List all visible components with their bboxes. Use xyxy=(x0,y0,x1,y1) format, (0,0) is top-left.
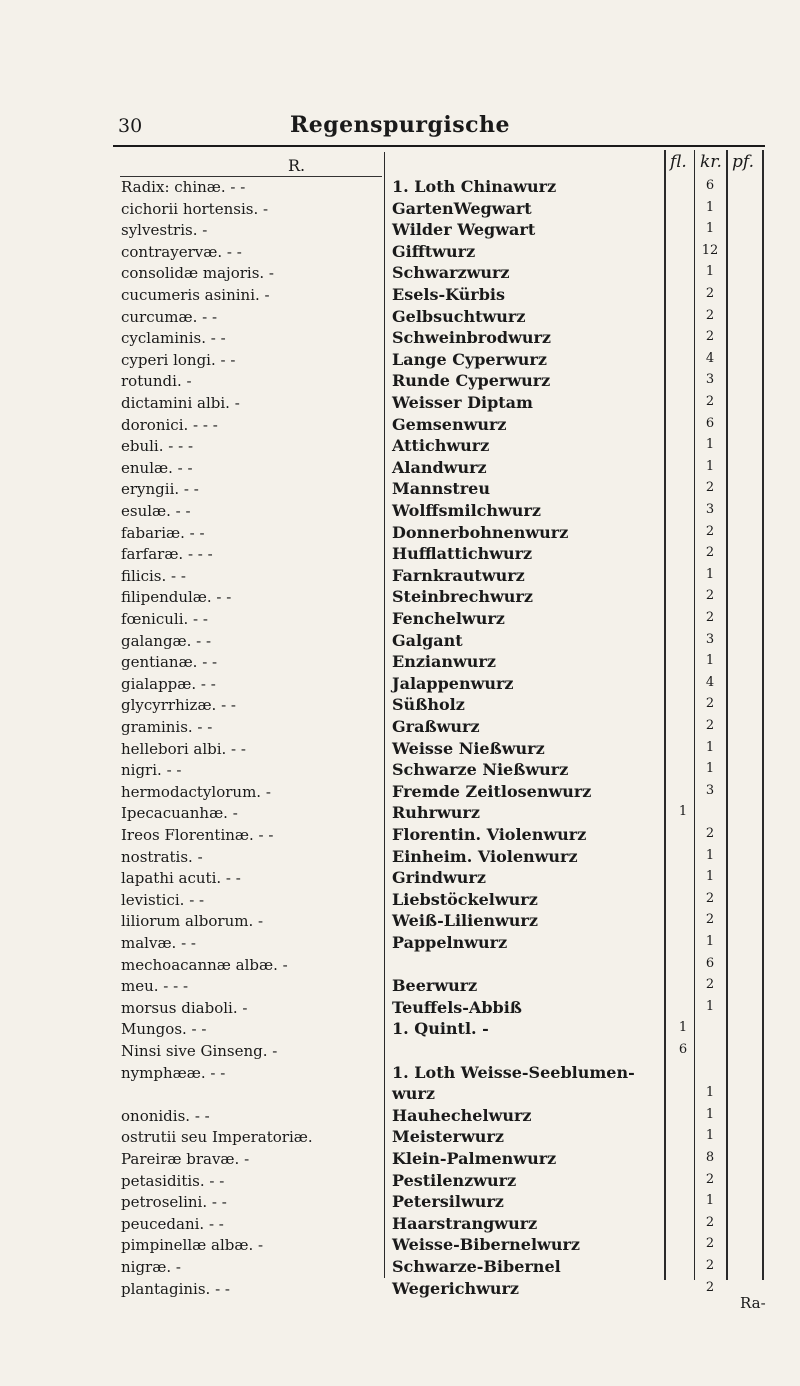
german-name: 1. Loth Chinawurz xyxy=(392,177,557,196)
german-name: Meisterwurz xyxy=(392,1127,504,1146)
section-letter: R. xyxy=(288,156,306,175)
table-row xyxy=(0,956,800,977)
german-name: Pappelnwurz xyxy=(392,933,508,952)
column-header-fl: fl. xyxy=(670,152,687,172)
latin-name: meu. - - - xyxy=(121,977,189,995)
latin-name: nostratis. - xyxy=(121,848,203,866)
price-kr: 1 xyxy=(705,437,715,452)
table-row xyxy=(0,178,800,199)
latin-name: mechoacannæ albæ. - xyxy=(121,956,288,974)
page-number: 30 xyxy=(118,115,143,137)
price-kr: 1 xyxy=(705,848,715,863)
german-name: Gemsenwurz xyxy=(392,415,507,434)
german-name: Ruhrwurz xyxy=(392,803,480,822)
german-name: Enzianwurz xyxy=(392,652,496,671)
table-row xyxy=(0,351,800,372)
german-name: Schweinbrodwurz xyxy=(392,328,551,347)
latin-name: cichorii hortensis. - xyxy=(121,200,269,218)
price-kr: 1 xyxy=(705,999,715,1014)
table-row xyxy=(0,1150,800,1171)
table-row xyxy=(0,329,800,350)
latin-name: ostrutii seu Imperatoriæ. xyxy=(121,1128,313,1146)
price-kr: 2 xyxy=(705,912,715,927)
price-kr: 2 xyxy=(705,1258,715,1273)
latin-name: fœniculi. - - xyxy=(121,610,208,628)
table-row xyxy=(0,891,800,912)
price-kr: 2 xyxy=(705,610,715,625)
table-row xyxy=(0,848,800,869)
german-name: Grindwurz xyxy=(392,868,486,887)
table-row xyxy=(0,783,800,804)
latin-name: malvæ. - - xyxy=(121,934,196,952)
price-kr: 1 xyxy=(705,459,715,474)
table-row xyxy=(0,437,800,458)
column-header-kr: kr. xyxy=(700,152,722,172)
latin-name: consolidæ majoris. - xyxy=(121,264,275,282)
table-row xyxy=(0,1064,800,1085)
german-name: Weisse Nießwurz xyxy=(392,739,545,758)
table-row xyxy=(0,1258,800,1279)
price-kr: 8 xyxy=(705,1150,715,1165)
german-name: Schwarzwurz xyxy=(392,263,510,282)
table-row xyxy=(0,416,800,437)
table-row xyxy=(0,826,800,847)
price-kr: 1 xyxy=(705,264,715,279)
table-row xyxy=(0,308,800,329)
latin-name: ononidis. - - xyxy=(121,1107,210,1125)
price-kr: 4 xyxy=(705,351,715,366)
price-fl: 6 xyxy=(678,1042,688,1057)
table-row xyxy=(0,459,800,480)
table-row xyxy=(0,372,800,393)
latin-name: sylvestris. - xyxy=(121,221,208,239)
german-name: 1. Loth Weisse-Seeblumen- xyxy=(392,1063,635,1082)
latin-name: cucumeris asinini. - xyxy=(121,286,270,304)
latin-name: glycyrrhizæ. - - xyxy=(121,696,236,714)
german-name: GartenWegwart xyxy=(392,199,532,218)
price-kr: 1 xyxy=(705,761,715,776)
price-kr: 2 xyxy=(705,718,715,733)
german-name: Weiß-Lilienwurz xyxy=(392,911,538,930)
price-kr: 6 xyxy=(705,416,715,431)
latin-name: cyperi longi. - - xyxy=(121,351,236,369)
german-name: 1. Quintl. - xyxy=(392,1019,489,1038)
table-row xyxy=(0,394,800,415)
german-name: Weisser Diptam xyxy=(392,393,533,412)
price-kr: 12 xyxy=(701,243,719,258)
price-kr: 1 xyxy=(705,1128,715,1143)
german-name: Schwarze Nießwurz xyxy=(392,760,569,779)
table-row xyxy=(0,653,800,674)
latin-name: pimpinellæ albæ. - xyxy=(121,1236,264,1254)
price-kr: 1 xyxy=(705,934,715,949)
price-kr: 6 xyxy=(705,956,715,971)
table-row xyxy=(0,934,800,955)
latin-name: filipendulæ. - - xyxy=(121,588,232,606)
price-kr: 1 xyxy=(705,1193,715,1208)
price-kr: 3 xyxy=(705,783,715,798)
german-name: Mannstreu xyxy=(392,479,490,498)
german-name: Klein-Palmenwurz xyxy=(392,1149,557,1168)
table-row xyxy=(0,545,800,566)
table-row xyxy=(0,632,800,653)
german-name: Teuffels-Abbiß xyxy=(392,998,522,1017)
latin-name: rotundi. - xyxy=(121,372,192,390)
latin-name: nigri. - - xyxy=(121,761,182,779)
german-name: Graßwurz xyxy=(392,717,480,736)
price-kr: 2 xyxy=(705,1215,715,1230)
latin-name: gentianæ. - - xyxy=(121,653,218,671)
price-kr: 1 xyxy=(705,567,715,582)
german-name: Einheim. Violenwurz xyxy=(392,847,578,866)
price-kr: 2 xyxy=(705,891,715,906)
latin-name: lapathi acuti. - - xyxy=(121,869,241,887)
table-row xyxy=(0,696,800,717)
latin-name: nymphææ. - - xyxy=(121,1064,226,1082)
german-name: Lange Cyperwurz xyxy=(392,350,547,369)
german-name: Gelbsuchtwurz xyxy=(392,307,526,326)
column-header-pf: pf. xyxy=(732,152,754,172)
table-row xyxy=(0,761,800,782)
latin-name: Radix: chinæ. - - xyxy=(121,178,246,196)
latin-name: peucedani. - - xyxy=(121,1215,224,1233)
table-row xyxy=(0,221,800,242)
latin-name: Ninsi sive Ginseng. - xyxy=(121,1042,278,1060)
latin-name: graminis. - - xyxy=(121,718,213,736)
latin-name: Mungos. - - xyxy=(121,1020,207,1038)
price-kr: 1 xyxy=(705,869,715,884)
latin-name: nigræ. - xyxy=(121,1258,181,1276)
latin-name: gialappæ. - - xyxy=(121,675,216,693)
table-row xyxy=(0,524,800,545)
table-row xyxy=(0,243,800,264)
running-head: Regenspurgische xyxy=(289,112,511,138)
latin-name: farfaræ. - - - xyxy=(121,545,213,563)
german-name: Fenchelwurz xyxy=(392,609,505,628)
table-row xyxy=(0,999,800,1020)
table-row xyxy=(0,200,800,221)
latin-name: petroselini. - - xyxy=(121,1193,227,1211)
latin-name: hellebori albi. - - xyxy=(121,740,246,758)
price-kr: 2 xyxy=(705,480,715,495)
german-name: wurz xyxy=(392,1084,435,1103)
price-kr: 2 xyxy=(705,696,715,711)
price-kr: 1 xyxy=(705,1107,715,1122)
price-kr: 1 xyxy=(705,740,715,755)
table-row xyxy=(0,1020,800,1041)
table-row xyxy=(0,740,800,761)
latin-name: plantaginis. - - xyxy=(121,1280,230,1298)
german-name: Jalappenwurz xyxy=(392,674,514,693)
latin-name: fabariæ. - - xyxy=(121,524,205,542)
german-name: Beerwurz xyxy=(392,976,478,995)
price-kr: 2 xyxy=(705,394,715,409)
price-kr: 3 xyxy=(705,372,715,387)
table-row xyxy=(0,588,800,609)
price-kr: 4 xyxy=(705,675,715,690)
table-row xyxy=(0,1193,800,1214)
german-name: Runde Cyperwurz xyxy=(392,371,551,390)
price-kr: 2 xyxy=(705,1280,715,1295)
table-row xyxy=(0,1042,800,1063)
german-name: Petersilwurz xyxy=(392,1192,504,1211)
german-name: Süßholz xyxy=(392,695,465,714)
german-name: Haarstrangwurz xyxy=(392,1214,538,1233)
german-name: Wegerichwurz xyxy=(392,1279,520,1298)
german-name: Wilder Wegwart xyxy=(392,220,536,239)
latin-name: Pareiræ bravæ. - xyxy=(121,1150,250,1168)
table-row xyxy=(0,804,800,825)
german-name: Attichwurz xyxy=(392,436,490,455)
german-name: Esels-Kürbis xyxy=(392,285,505,304)
table-row xyxy=(0,1085,800,1106)
price-kr: 2 xyxy=(705,1172,715,1187)
latin-name: galangæ. - - xyxy=(121,632,212,650)
price-kr: 1 xyxy=(705,200,715,215)
latin-name: levistici. - - xyxy=(121,891,205,909)
table-row xyxy=(0,1107,800,1128)
latin-name: esulæ. - - xyxy=(121,502,191,520)
table-row xyxy=(0,567,800,588)
latin-name: curcumæ. - - xyxy=(121,308,218,326)
german-name: Fremde Zeitlosenwurz xyxy=(392,782,592,801)
latin-name: eryngii. - - xyxy=(121,480,199,498)
price-kr: 2 xyxy=(705,826,715,841)
price-kr: 2 xyxy=(705,286,715,301)
latin-name: liliorum alborum. - xyxy=(121,912,264,930)
latin-name: doronici. - - - xyxy=(121,416,218,434)
latin-name: enulæ. - - xyxy=(121,459,193,477)
latin-name: filicis. - - xyxy=(121,567,186,585)
latin-name: dictamini albi. - xyxy=(121,394,240,412)
table-row xyxy=(0,1280,800,1301)
german-name: Steinbrechwurz xyxy=(392,587,533,606)
table-row xyxy=(0,912,800,933)
german-name: Gifftwurz xyxy=(392,242,476,261)
german-name: Farnkrautwurz xyxy=(392,566,525,585)
price-kr: 2 xyxy=(705,329,715,344)
german-name: Hufflattichwurz xyxy=(392,544,533,563)
latin-name: contrayervæ. - - xyxy=(121,243,242,261)
price-kr: 1 xyxy=(705,1085,715,1100)
price-kr: 6 xyxy=(705,178,715,193)
price-kr: 2 xyxy=(705,524,715,539)
german-name: Florentin. Violenwurz xyxy=(392,825,587,844)
latin-name: hermodactylorum. - xyxy=(121,783,271,801)
table-row xyxy=(0,1172,800,1193)
table-row xyxy=(0,1215,800,1236)
table-row xyxy=(0,869,800,890)
table-row xyxy=(0,264,800,285)
german-name: Liebstöckelwurz xyxy=(392,890,538,909)
latin-name: Ireos Florentinæ. - - xyxy=(121,826,274,844)
table-row xyxy=(0,1128,800,1149)
price-kr: 3 xyxy=(705,502,715,517)
table-row xyxy=(0,675,800,696)
latin-name: ebuli. - - - xyxy=(121,437,194,455)
latin-name: Ipecacuanhæ. - xyxy=(121,804,238,822)
latin-name: morsus diaboli. - xyxy=(121,999,248,1017)
table-row xyxy=(0,718,800,739)
price-kr: 3 xyxy=(705,632,715,647)
german-name: Wolffsmilchwurz xyxy=(392,501,541,520)
price-fl: 1 xyxy=(678,1020,688,1035)
latin-name: cyclaminis. - - xyxy=(121,329,226,347)
latin-name: petasiditis. - - xyxy=(121,1172,225,1190)
german-name: Hauhechelwurz xyxy=(392,1106,532,1125)
german-name: Galgant xyxy=(392,631,463,650)
table-row xyxy=(0,1236,800,1257)
price-kr: 2 xyxy=(705,545,715,560)
header-rule xyxy=(113,145,765,147)
price-kr: 1 xyxy=(705,221,715,236)
table-row xyxy=(0,610,800,631)
price-kr: 2 xyxy=(705,977,715,992)
price-fl: 1 xyxy=(678,804,688,819)
price-kr: 2 xyxy=(705,308,715,323)
german-name: Alandwurz xyxy=(392,458,487,477)
price-kr: 2 xyxy=(705,1236,715,1251)
german-name: Donnerbohnenwurz xyxy=(392,523,569,542)
table-row xyxy=(0,480,800,501)
german-name: Weisse-Bibernelwurz xyxy=(392,1235,580,1254)
section-rule xyxy=(120,176,382,177)
table-row xyxy=(0,286,800,307)
price-kr: 2 xyxy=(705,588,715,603)
table-row xyxy=(0,977,800,998)
german-name: Pestilenzwurz xyxy=(392,1171,517,1190)
german-name: Schwarze-Bibernel xyxy=(392,1257,561,1276)
price-kr: 1 xyxy=(705,653,715,668)
table-row xyxy=(0,502,800,523)
catchword: Ra- xyxy=(740,1294,766,1312)
